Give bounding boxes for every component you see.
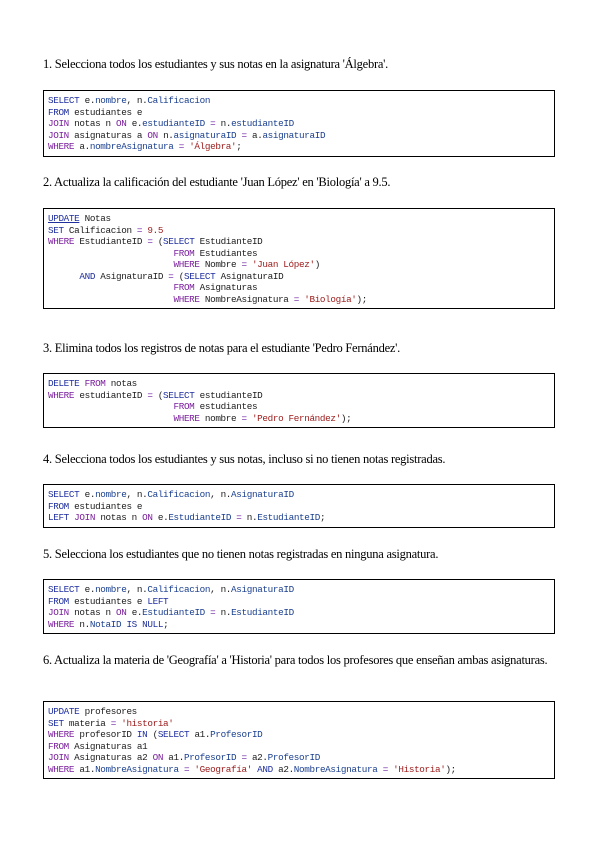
code-token: SELECT — [48, 489, 85, 500]
code-token: ); — [356, 293, 367, 305]
code-line — [48, 501, 550, 513]
question-5-text: 5. Selecciona los estudiantes que no tienen notas registradas en ninguna asignatura. — [43, 547, 439, 561]
code-token: EstudianteID — [142, 607, 205, 618]
code-token: 'Biología' — [304, 293, 357, 305]
code-token: n. — [163, 129, 174, 141]
code-token: = — [204, 118, 221, 129]
code-token: FROM — [173, 247, 200, 259]
code-token: FROM — [48, 500, 75, 512]
code-token: SET — [48, 224, 69, 236]
code-token: JOIN — [48, 118, 75, 129]
code-token: 'Juan López' — [251, 259, 315, 270]
code-token: = — [236, 129, 252, 141]
code-token: a2. — [278, 763, 294, 775]
code-token: notas n — [100, 512, 143, 523]
code-block-3 — [43, 373, 555, 428]
code-token: notas n — [74, 118, 116, 129]
code-token — [48, 282, 174, 293]
code-token: Calificacion — [147, 95, 211, 106]
code-token: = — [163, 270, 179, 282]
code-token: asignaturaID — [173, 129, 237, 141]
code-token: EstudianteID — [257, 512, 320, 523]
code-token: LEFT — [48, 512, 75, 523]
code-token: JOIN — [74, 512, 101, 523]
code-token: NULL — [142, 618, 164, 630]
code-line — [48, 706, 550, 718]
code-token: NotaID — [89, 618, 122, 630]
code-token: nombre — [95, 584, 127, 595]
code-block-1 — [43, 90, 555, 157]
code-token: , n. — [126, 584, 148, 595]
code-token: AsignaturaID — [231, 584, 294, 595]
code-token: a1. — [79, 763, 96, 775]
code-token: ( — [157, 236, 164, 247]
code-token: WHERE — [48, 618, 80, 630]
code-token: estudiantes e — [74, 500, 143, 512]
code-token: WHERE — [48, 729, 80, 740]
code-token: estudiantes e — [74, 595, 148, 607]
code-line — [48, 752, 550, 764]
code-token: AsignaturaID — [231, 489, 294, 500]
code-token: 9.5 — [147, 224, 164, 236]
code-token — [48, 248, 174, 259]
code-token: Nombre — [204, 259, 237, 270]
code-token: EstudianteID — [231, 607, 294, 618]
code-token: SELECT — [183, 270, 221, 282]
code-token: JOIN — [48, 752, 75, 763]
code-token: WHERE — [48, 236, 80, 247]
code-token: n. — [220, 118, 232, 129]
code-line — [48, 512, 550, 524]
code-line — [48, 107, 550, 119]
code-line — [48, 130, 550, 142]
code-token: 'historia' — [121, 717, 174, 729]
code-token: a2. — [251, 752, 268, 763]
code-line — [48, 413, 550, 425]
code-token: estudianteID — [231, 118, 294, 129]
code-token: WHERE — [48, 141, 80, 152]
code-token: = — [204, 607, 221, 618]
question-2-text: 2. Actualiza la calificación del estudiante 'Juan López' en 'Biología' a 9.5. — [43, 175, 391, 189]
code-line — [48, 619, 550, 631]
code-token: profesorID — [79, 729, 137, 740]
code-line — [48, 607, 550, 619]
code-token: nombre — [95, 95, 127, 106]
code-token: IS — [121, 618, 143, 630]
code-token: , n. — [210, 584, 232, 595]
code-token: asignaturaID — [262, 129, 326, 141]
code-token: ON — [116, 607, 132, 618]
code-token: nombre — [95, 489, 127, 500]
code-token: ; — [236, 141, 242, 152]
code-token: FROM — [173, 401, 200, 412]
code-token — [48, 413, 174, 424]
code-token: e. — [84, 95, 96, 106]
code-token: ProfesorID — [183, 752, 237, 763]
code-token: JOIN — [48, 129, 75, 141]
code-token: UPDATE — [48, 706, 85, 717]
code-token: a1. — [194, 729, 211, 740]
code-token: a1. — [168, 752, 184, 763]
code-token: 'Álgebra' — [189, 141, 237, 152]
code-line — [48, 596, 550, 608]
question-6-text: 6. Actualiza la materia de 'Geografía' a 'Historia' para todos los profesores que enseñan ambas asignaturas. — [43, 653, 548, 667]
code-token: 'Historia' — [393, 763, 446, 775]
code-line — [48, 236, 550, 248]
code-token: = — [178, 763, 195, 775]
code-token: ); — [445, 763, 456, 775]
code-line — [48, 95, 550, 107]
code-line — [48, 378, 550, 390]
code-token: ); — [340, 412, 352, 424]
code-token: estudianteID — [142, 118, 205, 129]
code-token: = — [236, 752, 252, 763]
question-1-text: 1. Selecciona todos los estudiantes y sus notas en la asignatura 'Álgebra'. — [43, 57, 389, 71]
code-token: = — [288, 293, 305, 305]
code-token: JOIN — [48, 607, 75, 618]
code-token: Notas — [79, 213, 111, 224]
code-block-6 — [43, 701, 555, 779]
code-token: = — [236, 259, 252, 270]
code-token: 'Geografía' — [194, 763, 252, 775]
code-token: SELECT — [48, 584, 85, 595]
code-token: 'Pedro Fernández' — [251, 412, 341, 424]
code-token: e. — [131, 118, 143, 129]
code-token: Calificacion — [68, 224, 132, 236]
code-token: SELECT — [48, 95, 85, 106]
code-line — [48, 294, 550, 306]
code-token: = — [131, 224, 148, 236]
code-token: EstudianteID — [168, 512, 232, 523]
code-line — [48, 390, 550, 402]
code-token: notas n — [74, 607, 116, 618]
code-token: asignaturas a — [74, 129, 148, 141]
code-line — [48, 248, 550, 260]
code-token: EstudianteID — [199, 236, 263, 247]
code-token: nombre — [204, 412, 237, 424]
code-token: = — [142, 236, 158, 247]
code-token: e. — [84, 489, 96, 500]
code-token: = — [142, 389, 158, 401]
code-token: WHERE — [48, 389, 80, 401]
code-token: = — [236, 412, 252, 424]
code-token: ) — [314, 259, 320, 270]
code-token: = — [377, 763, 394, 775]
code-line — [48, 741, 550, 753]
code-token: ON — [152, 752, 169, 763]
code-token: , n. — [210, 489, 232, 500]
code-line — [48, 225, 550, 237]
code-token: profesores — [84, 706, 137, 717]
code-token: Estudiantes — [199, 247, 258, 259]
code-block-5 — [43, 579, 555, 634]
code-token: n. — [246, 512, 258, 523]
code-token: ON — [116, 118, 132, 129]
code-token: estudiantes e — [74, 106, 143, 118]
code-token: IN — [136, 729, 153, 740]
code-token: AND — [251, 763, 279, 775]
code-line — [48, 259, 550, 271]
code-token: , n. — [126, 95, 148, 106]
code-token: UPDATE — [48, 213, 80, 224]
code-token: ON — [147, 129, 164, 141]
code-token: a. — [251, 129, 263, 141]
code-line — [48, 729, 550, 741]
code-token: = — [173, 141, 190, 152]
code-token: WHERE — [173, 293, 205, 305]
code-token: nombreAsignatura — [89, 141, 174, 152]
code-token: Asignaturas a1 — [74, 740, 148, 752]
code-line — [48, 718, 550, 730]
code-token: SELECT — [163, 389, 200, 401]
code-token — [48, 259, 174, 270]
code-block-4 — [43, 484, 555, 528]
code-token: ProfesorID — [210, 729, 263, 740]
code-token: NombreAsignatura — [293, 763, 378, 775]
question-4-text: 4. Selecciona todos los estudiantes y sus notas, incluso si no tienen notas registradas. — [43, 452, 446, 466]
code-token: Calificacion — [147, 584, 211, 595]
code-token: Asignaturas — [199, 282, 258, 293]
code-token: estudianteID — [199, 389, 263, 401]
code-token: n. — [79, 618, 90, 630]
code-token: FROM — [48, 106, 75, 118]
code-token: DELETE — [48, 378, 85, 389]
code-line — [48, 584, 550, 596]
code-token: FROM — [84, 378, 111, 389]
code-line — [48, 271, 550, 283]
code-line — [48, 401, 550, 413]
code-token: SET — [48, 717, 69, 729]
code-token: ( — [152, 729, 158, 740]
code-token: SELECT — [157, 729, 195, 740]
code-token: EstudianteID — [79, 236, 143, 247]
code-line — [48, 118, 550, 130]
code-token — [48, 294, 174, 305]
code-token: WHERE — [173, 259, 205, 270]
code-token: FROM — [48, 740, 75, 752]
code-token: WHERE — [48, 763, 80, 775]
code-line — [48, 489, 550, 501]
question-3-text: 3. Elimina todos los registros de notas para el estudiante 'Pedro Fernández'. — [43, 341, 401, 355]
code-token: estudiantes — [199, 401, 258, 412]
code-line — [48, 282, 550, 294]
code-token: materia — [68, 717, 106, 729]
code-token: estudianteID — [79, 389, 143, 401]
code-token: ON — [142, 512, 158, 523]
code-token: AsignaturaID — [100, 270, 164, 282]
code-token — [48, 401, 174, 412]
code-token: e. — [84, 584, 96, 595]
code-token: WHERE — [173, 412, 205, 424]
code-token: FROM — [173, 282, 200, 293]
code-token: notas — [110, 378, 137, 389]
code-line — [48, 213, 550, 225]
code-token: AND — [79, 270, 101, 282]
code-token: ; — [319, 512, 326, 523]
code-token: a. — [79, 141, 90, 152]
code-token: NombreAsignatura — [95, 763, 179, 775]
code-token: LEFT — [147, 595, 169, 607]
code-token: NombreAsignatura — [204, 293, 289, 305]
code-line — [48, 764, 550, 776]
code-token: ( — [157, 389, 164, 401]
code-token: n. — [220, 607, 232, 618]
code-token: Asignaturas a2 — [74, 752, 153, 763]
code-token: = — [231, 512, 247, 523]
code-token: , n. — [126, 489, 148, 500]
code-block-2 — [43, 208, 555, 309]
code-token: SELECT — [163, 236, 200, 247]
code-line — [48, 141, 550, 153]
code-token: Calificacion — [147, 489, 211, 500]
code-token: ProfesorID — [267, 752, 320, 763]
code-token: e. — [157, 512, 169, 523]
code-token: ( — [178, 270, 184, 282]
code-token: e. — [131, 607, 143, 618]
code-token: AsignaturaID — [220, 270, 284, 282]
code-token: ; — [163, 618, 169, 630]
code-token: FROM — [48, 595, 75, 607]
code-token — [48, 271, 79, 282]
code-token: = — [105, 717, 122, 729]
